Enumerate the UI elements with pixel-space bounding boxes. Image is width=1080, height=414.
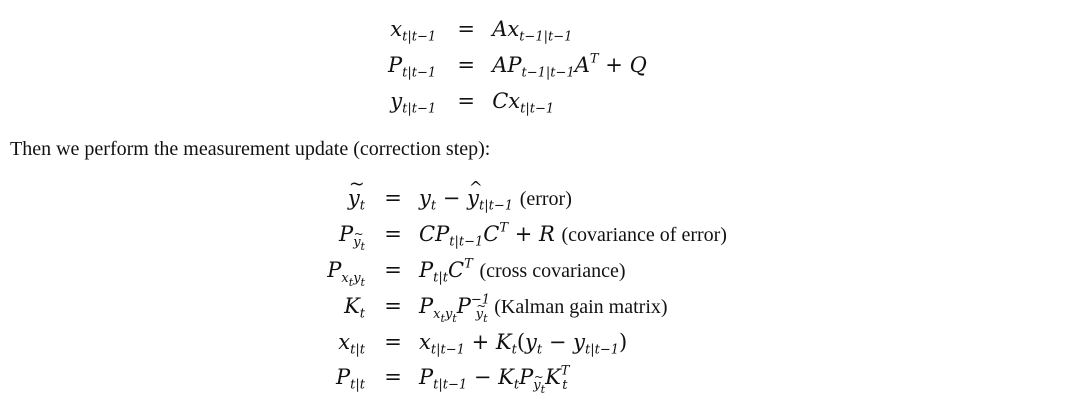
equation-rhs: $Cx_{t|t-1}$: [492, 89, 555, 117]
equals-sign: =: [457, 53, 475, 77]
equals-sign: =: [384, 330, 402, 354]
equation-lhs: $P_{t|t}$: [336, 365, 365, 393]
update-equations: [305, 182, 727, 394]
equation-note: (cross covariance): [479, 260, 626, 282]
equals-sign: =: [384, 186, 402, 210]
equation-lhs: $x_{t|t}$: [338, 330, 365, 358]
equation-note: (covariance of error): [561, 224, 727, 246]
equation-lhs: $P_{x_ty_t}$: [327, 258, 365, 289]
measurement-update-intro: Then we perform the measurement update (correction step):: [10, 138, 491, 160]
equation-lhs: $K_t$: [344, 294, 365, 322]
equation-note: (Kalman gain matrix): [494, 296, 668, 318]
equals-sign: =: [384, 294, 402, 318]
equals-sign: =: [457, 17, 475, 41]
equation-lhs: $x_{t|t-1}$: [390, 17, 437, 45]
equation-rhs: $P_{x_ty_t}P^{-1}_{y_t}$ (Kalman gain matrix): [419, 292, 668, 325]
prediction-equations: [388, 14, 647, 116]
equation-lhs: $y_{t|t-1}$: [390, 89, 437, 117]
equation-rhs: $x_{t|t-1} + K_t(y_t - y_{t|t-1})$: [419, 330, 628, 358]
equals-sign: =: [384, 365, 402, 389]
equation-rhs: $y_t$ − ^ $y_{t|t-1}$ (error): [419, 182, 727, 216]
equation-lhs: ~ $y_t$: [305, 182, 367, 215]
equals-sign: =: [457, 89, 475, 113]
equation-note: (error): [519, 188, 572, 210]
equation-rhs: $CP_{t|t-1}C^T + R$ (covariance of error): [419, 220, 727, 250]
equation-rhs: $P_{t|t-1} - K_tP_{y_t}K^T_t$: [419, 363, 570, 396]
equation-lhs: $P_{y_t}$: [339, 222, 365, 253]
equation-rhs: $AP_{t-1|t-1}A^T + Q$: [492, 51, 647, 81]
equation-rhs: $P_{t|t}C^T$ (cross covariance): [419, 256, 626, 286]
equals-sign: =: [384, 222, 402, 246]
equals-sign: =: [384, 258, 402, 282]
equation-rhs: $Ax_{t-1|t-1}$: [492, 17, 573, 45]
equation-lhs: $P_{t|t-1}$: [388, 53, 437, 81]
